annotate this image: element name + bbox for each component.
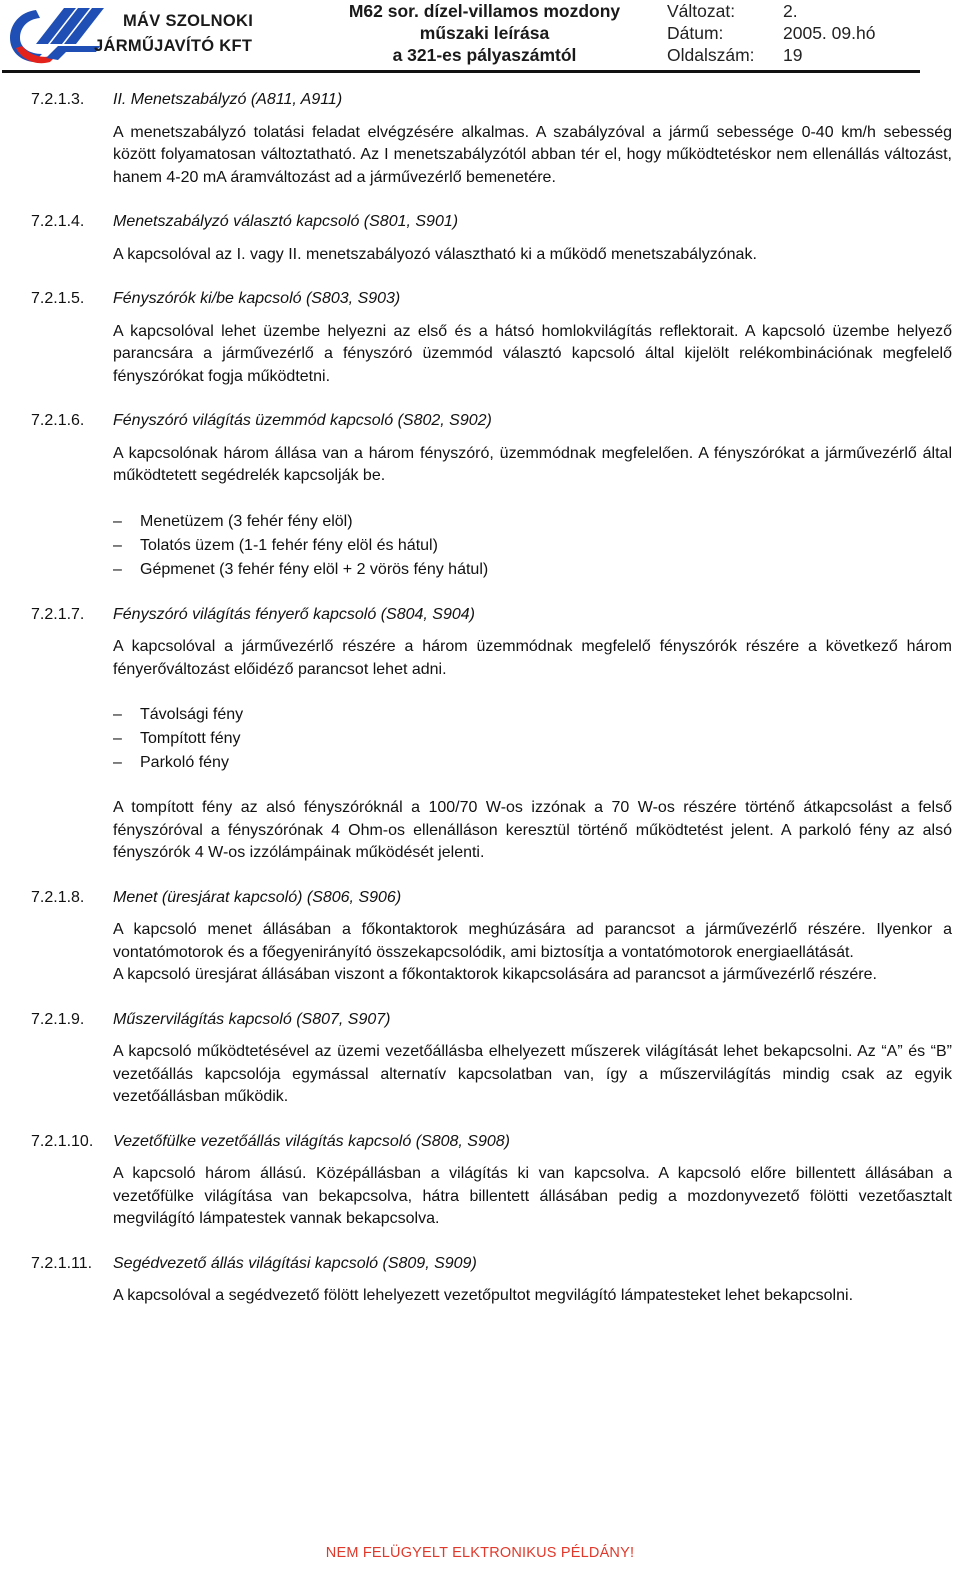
section-number: 7.2.1.6. (31, 412, 85, 429)
list-item-text: Tompított fény (140, 730, 241, 747)
section-title: Fényszóró világítás üzemmód kapcsoló (S802, S902) (113, 412, 492, 429)
section-number: 7.2.1.8. (31, 888, 85, 906)
section-title: Menet (üresjárat kapcsoló) (S806, S906) (113, 888, 402, 906)
section-number: 7.2.1.5. (31, 290, 85, 307)
section-body (113, 636, 952, 865)
section-body (113, 1041, 952, 1109)
section-heading (31, 211, 952, 234)
dash-bullet-icon: – (113, 512, 122, 530)
section-heading (31, 89, 952, 112)
company-name (94, 9, 284, 59)
title-line-2: műszaki leírása (419, 23, 550, 43)
section (31, 211, 952, 266)
paragraph: A kapcsolóval a segédvezető fölött lehelyezett vezetőpultot megvilágító lámpatesteket lehet bekapcsolni. (113, 1287, 854, 1304)
section (31, 410, 952, 582)
section-number: 7.2.1.4. (31, 213, 85, 230)
paragraph: A menetszabályzó tolatási feladat elvégzésére alkalmas. A szabályzóval a jármű sebessége 0-40 km/h sebesség között folyamatosan változtatható. Az I menetszabályzótól abban tér el, hogy működtetéskor nem ellenállás változást, hanem 4-20 mA áramváltozást ad a járművezérlő bemenetére. (113, 123, 952, 186)
title-line-1: M62 sor. dízel-villamos mozdony (348, 1, 621, 21)
section (31, 288, 952, 388)
paragraph: A tompított fény az alsó fényszóróknál a 100/70 W-os izzónak a 70 W-os részére történő átkapcsolást a felső fényszóróval a fényszórónak 4 Ohm-os ellenálláson keresztül történő működtetést jelent. A parkoló fény az alsó fényszórók 4 W-os izzólámpáinak működését jelenti. (113, 799, 952, 861)
section-title: II. Menetszabályzó (A811, A911) (113, 91, 343, 108)
section-title: Műszervilágítás kapcsoló (S807, S907) (113, 1010, 391, 1028)
section-number: 7.2.1.7. (31, 605, 85, 623)
section-heading (31, 288, 952, 311)
title-line-3: a 321-es pályaszámtól (392, 45, 577, 65)
section-heading (31, 1009, 952, 1032)
paragraph: A kapcsolóval az I. vagy II. menetszabályozó választható ki a működő menetszabályzónak. (113, 245, 757, 263)
company-line-1: MÁV SZOLNOKI (123, 12, 254, 30)
section-heading (31, 1131, 952, 1154)
section-body (113, 1163, 952, 1231)
meta-value: 2005. 09.hó (783, 23, 876, 43)
document-body (31, 89, 952, 1330)
paragraph: A kapcsolónak három állása van a három fényszóró, üzemmódnak megfelelően. A fényszórókat a járművezérlő által működtetett segédrelék kapcsolják be. (113, 444, 952, 484)
paragraph: A kapcsolóval lehet üzembe helyezni az első és a hátsó homlokvilágítás reflektorait. A kapcsoló üzembe helyező parancsára a járművezérlő a fényszóró üzemmód választó kapcsoló által kijelölt relékombinációnak megfelelő fényszórókat fogja működtetni. (113, 322, 952, 385)
section (31, 1009, 952, 1109)
section-body (113, 321, 952, 389)
meta-version (667, 0, 875, 22)
paragraph: A kapcsoló menet állásában a főkontaktorok meghúzására ad parancsot a járművezérlő részére. Ilyenkor a vontatómotorok és a főegyenirányító összekapcsolódik, ami biztosítja a vontatómotorok energiaellátását. (113, 921, 952, 961)
section-heading (31, 604, 952, 627)
meta-label: Dátum: (667, 23, 724, 43)
dash-bullet-icon: – (113, 706, 122, 723)
page-header (0, 0, 960, 74)
section-title: Fényszórók ki/be kapcsoló (S803, S903) (113, 290, 401, 307)
footer-notice: NEM FELÜGYELT ELKTRONIKUS PÉLDÁNY! (325, 1545, 635, 1561)
section-number: 7.2.1.9. (31, 1010, 85, 1028)
meta-date (667, 22, 875, 44)
section-title: Vezetőfülke vezetőállás világítás kapcsoló (S808, S908) (113, 1132, 510, 1150)
bullet-list (113, 703, 952, 775)
section-number: 7.2.1.11. (31, 1254, 93, 1272)
section (31, 1131, 952, 1231)
section-title: Menetszabályzó választó kapcsoló (S801, S901) (113, 213, 459, 230)
meta-label: Változat: (667, 1, 736, 21)
list-item (113, 703, 952, 727)
section-heading (31, 410, 952, 433)
section-number: 7.2.1.3. (31, 91, 85, 108)
paragraph: A kapcsoló három állású. Középállásban a világítás ki van kapcsolva. A kapcsoló előre billentett állásában a vezetőfülke világítása van bekapcsolva, hátra billentett állásában pedig a mozdonyvezető fölötti vezetőasztalt megvilágító lámpatestek vannak bekapcsolva. (113, 1165, 952, 1227)
section-body (113, 443, 952, 582)
list-item (113, 534, 952, 558)
section-body (113, 244, 952, 267)
list-item-text: Parkoló fény (140, 754, 229, 771)
section (31, 89, 952, 189)
section (31, 604, 952, 865)
paragraph: A kapcsoló üresjárat állásában viszont a főkontaktorok kikapcsolására ad parancsot a járművezérlő részére. (113, 966, 877, 983)
list-item-text: Távolsági fény (140, 706, 244, 723)
list-item (113, 558, 952, 582)
meta-value: 2. (783, 1, 798, 21)
section-heading (31, 887, 952, 910)
dash-bullet-icon: – (113, 560, 122, 578)
list-item-text: Tolatós üzem (1-1 fehér fény elöl és hátul) (140, 536, 438, 554)
section-body (113, 919, 952, 987)
section-number: 7.2.1.10. (31, 1132, 94, 1150)
list-item (113, 510, 952, 534)
section-body (113, 122, 952, 190)
section-body (113, 1285, 952, 1308)
paragraph: A kapcsoló működtetésével az üzemi vezetőállásba elhelyezett műszerek világítását lehet bekapcsolni. Az “A” és “B” vezetőállás kapcsolója egymással alternatív kapcsolatban van, így a műszervilágítás mindig csak az egyik vezetőállásban működik. (113, 1043, 952, 1105)
section-title: Fényszóró világítás fényerő kapcsoló (S804, S904) (113, 605, 475, 623)
header-divider (2, 70, 920, 73)
document-title (332, 0, 637, 66)
dash-bullet-icon: – (113, 536, 122, 554)
list-item-text: Menetüzem (3 fehér fény elöl) (140, 512, 353, 530)
paragraph: A kapcsolóval a járművezérlő részére a három üzemmódnak megfelelő fényszórók részére a következő három fényerőváltozást előidéző parancsot lehet adni. (113, 638, 952, 678)
meta-page-number (667, 44, 875, 66)
section (31, 887, 952, 987)
document-meta (667, 0, 875, 66)
meta-value: 19 (783, 45, 803, 65)
section-heading (31, 1253, 952, 1276)
list-item (113, 751, 952, 775)
company-line-2: JÁRMŰJAVÍTÓ KFT (94, 37, 253, 55)
section-title: Segédvezető állás világítási kapcsoló (S809, S909) (113, 1254, 477, 1272)
list-item-text: Gépmenet (3 fehér fény elöl + 2 vörös fény hátul) (140, 560, 489, 578)
dash-bullet-icon: – (113, 730, 122, 747)
section (31, 1253, 952, 1308)
list-item (113, 727, 952, 751)
dash-bullet-icon: – (113, 754, 122, 771)
meta-label: Oldalszám: (667, 45, 755, 65)
bullet-list (113, 510, 952, 582)
